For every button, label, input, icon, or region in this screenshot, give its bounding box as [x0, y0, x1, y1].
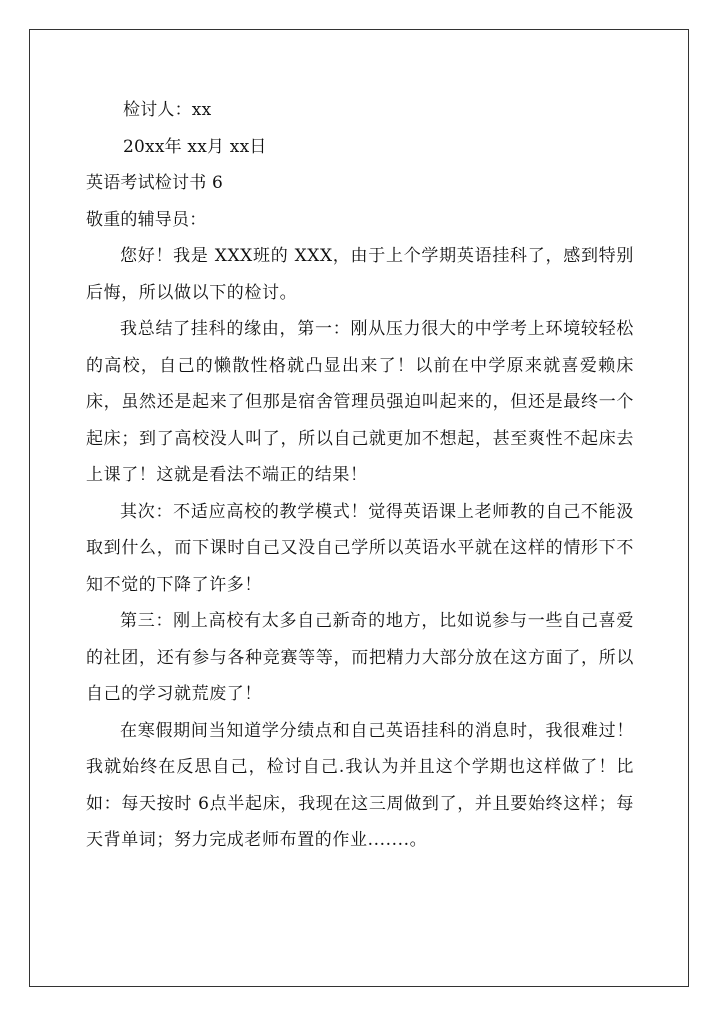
salutation: 敬重的辅导员： [86, 209, 207, 230]
paragraph-third-reason: 第三：刚上高校有太多自己新奇的地方，比如说参与一些自己喜爱的社团，还有参与各种竞赛等等，而把精力大部分放在这方面了，所以自己的学习就荒废了！ [86, 611, 634, 704]
document-body [86, 92, 634, 859]
paragraph-second-reason: 其次：不适应高校的教学模式！觉得英语课上老师教的自己不能汲取到什么，而下课时自己又没自己学所以英语水平就在这样的情形下不知不觉的下降了许多！ [86, 501, 634, 595]
paragraph-reflection: 在寒假期间当知道学分绩点和自己英语挂科的消息时，我很难过！我就始终在反思自己，检讨自己.我认为并且这个学期也这样做了！比如：每天按时 6点半起床，我现在这三周做到了，并且要始终这样；每天背单词；努力完成老师布置的作业.......。 [86, 720, 634, 850]
paragraph-first-reason: 我总结了挂科的缘由，第一：刚从压力很大的中学考上环境较轻松的高校，自己的懒散性格就凸显出来了！以前在中学原来就喜爱赖床床，虽然还是起来了但那是宿舍管理员强迫叫起来的，但还是最终一个起床；到了高校没人叫了，所以自己就更加不想起，甚至爽性不起床去上课了！这就是看法不端正的结果！ [86, 319, 634, 485]
document-title: 英语考试检讨书 6 [86, 173, 224, 193]
reviewer-line: 检讨人：xx [123, 100, 212, 120]
date-line: 20xx年 xx月 xx日 [123, 136, 267, 157]
paragraph-greeting: 您好！我是 XXX班的 XXX，由于上个学期英语挂科了，感到特别后悔，所以做以下的检讨。 [86, 246, 634, 303]
